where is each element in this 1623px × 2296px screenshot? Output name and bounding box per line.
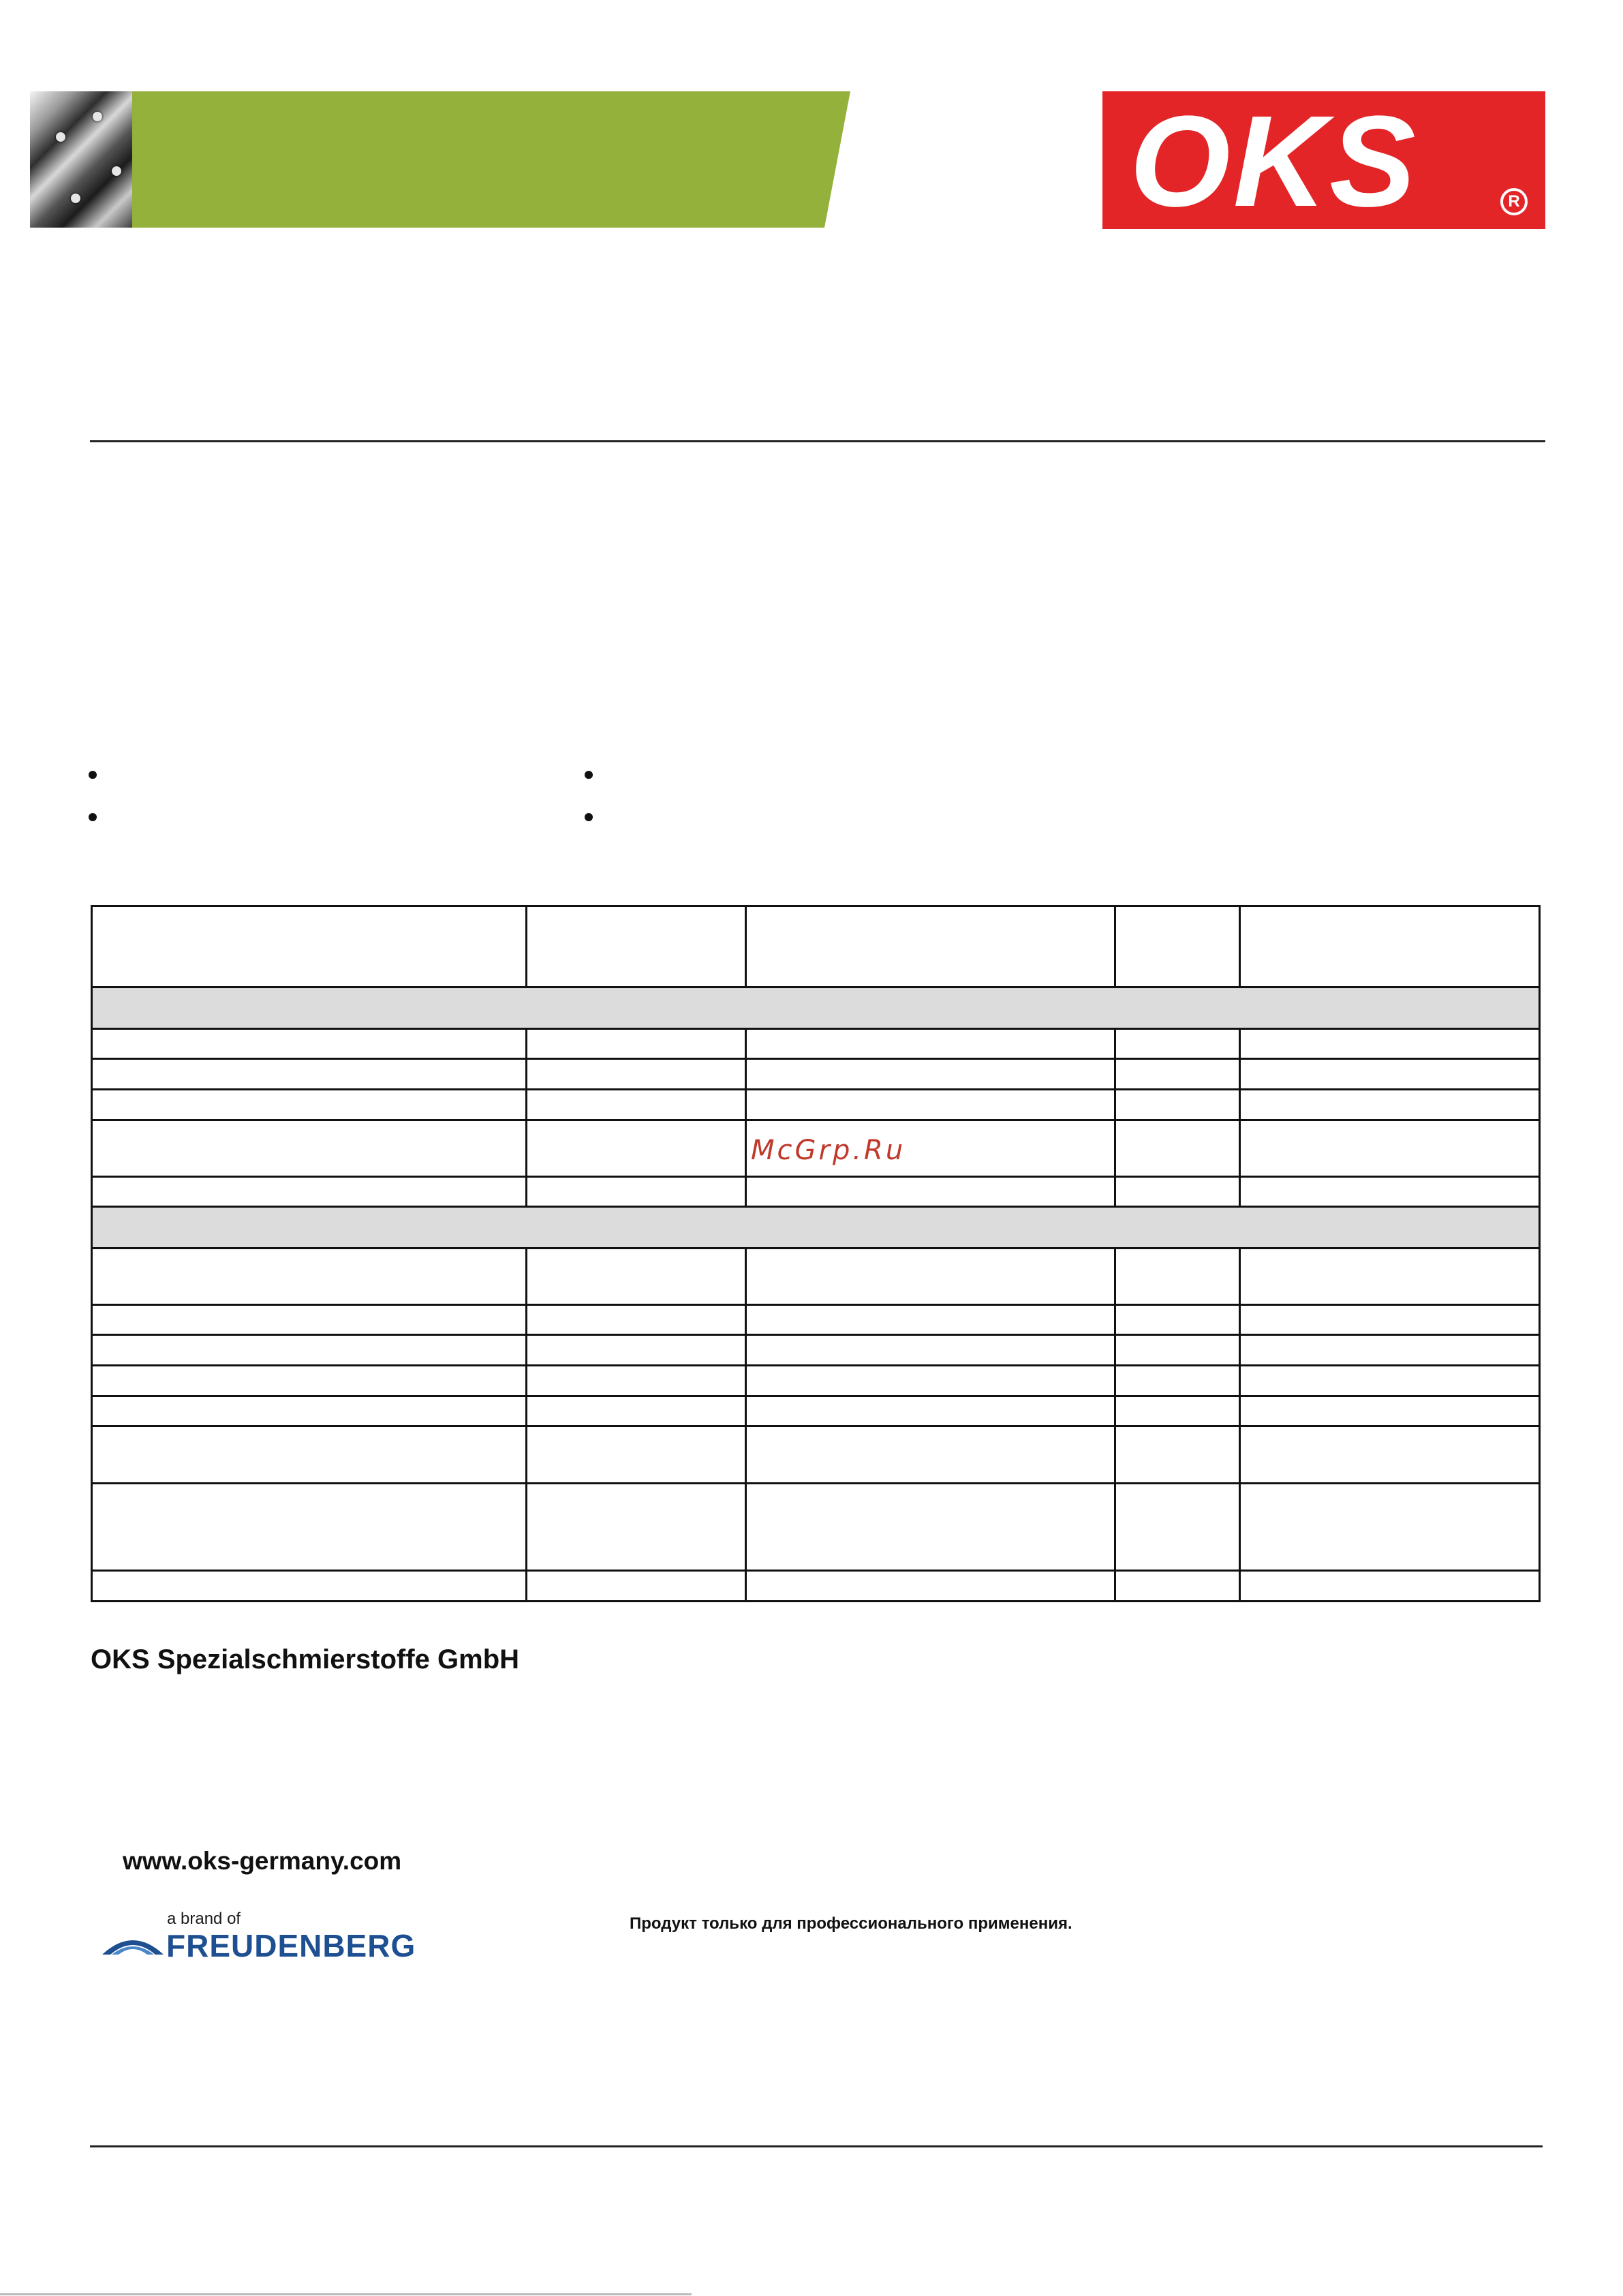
header-divider <box>90 440 1545 442</box>
bullet-3 <box>585 771 593 779</box>
professional-use-note: Продукт только для профессионального применения. <box>630 1914 1072 1933</box>
oks-logo-text: OKS <box>1130 89 1419 234</box>
watermark-text: McGrp.Ru <box>751 1135 906 1166</box>
header-green-band <box>132 91 850 228</box>
bullet-1 <box>89 771 97 779</box>
oks-logo <box>1102 89 1545 234</box>
freudenberg-wordmark: FREUDENBERG <box>166 1928 416 1963</box>
table-section-header-1 <box>93 988 1539 1028</box>
footer-divider <box>90 2145 1543 2147</box>
website-link[interactable]: www.oks-germany.com <box>123 1847 402 1875</box>
registered-mark-icon: R <box>1500 188 1528 215</box>
freudenberg-logo-icon <box>102 1930 164 1957</box>
brand-of-label: a brand of <box>167 1910 241 1928</box>
table-section-header-2 <box>93 1208 1539 1247</box>
bullet-4 <box>585 813 593 821</box>
company-name: OKS Spezialschmierstoffe GmbH <box>91 1644 520 1674</box>
technical-data-table <box>91 905 1541 1602</box>
bullet-2 <box>89 813 97 821</box>
page-bottom-edge <box>0 2293 692 2295</box>
header-product-photo <box>30 91 134 228</box>
